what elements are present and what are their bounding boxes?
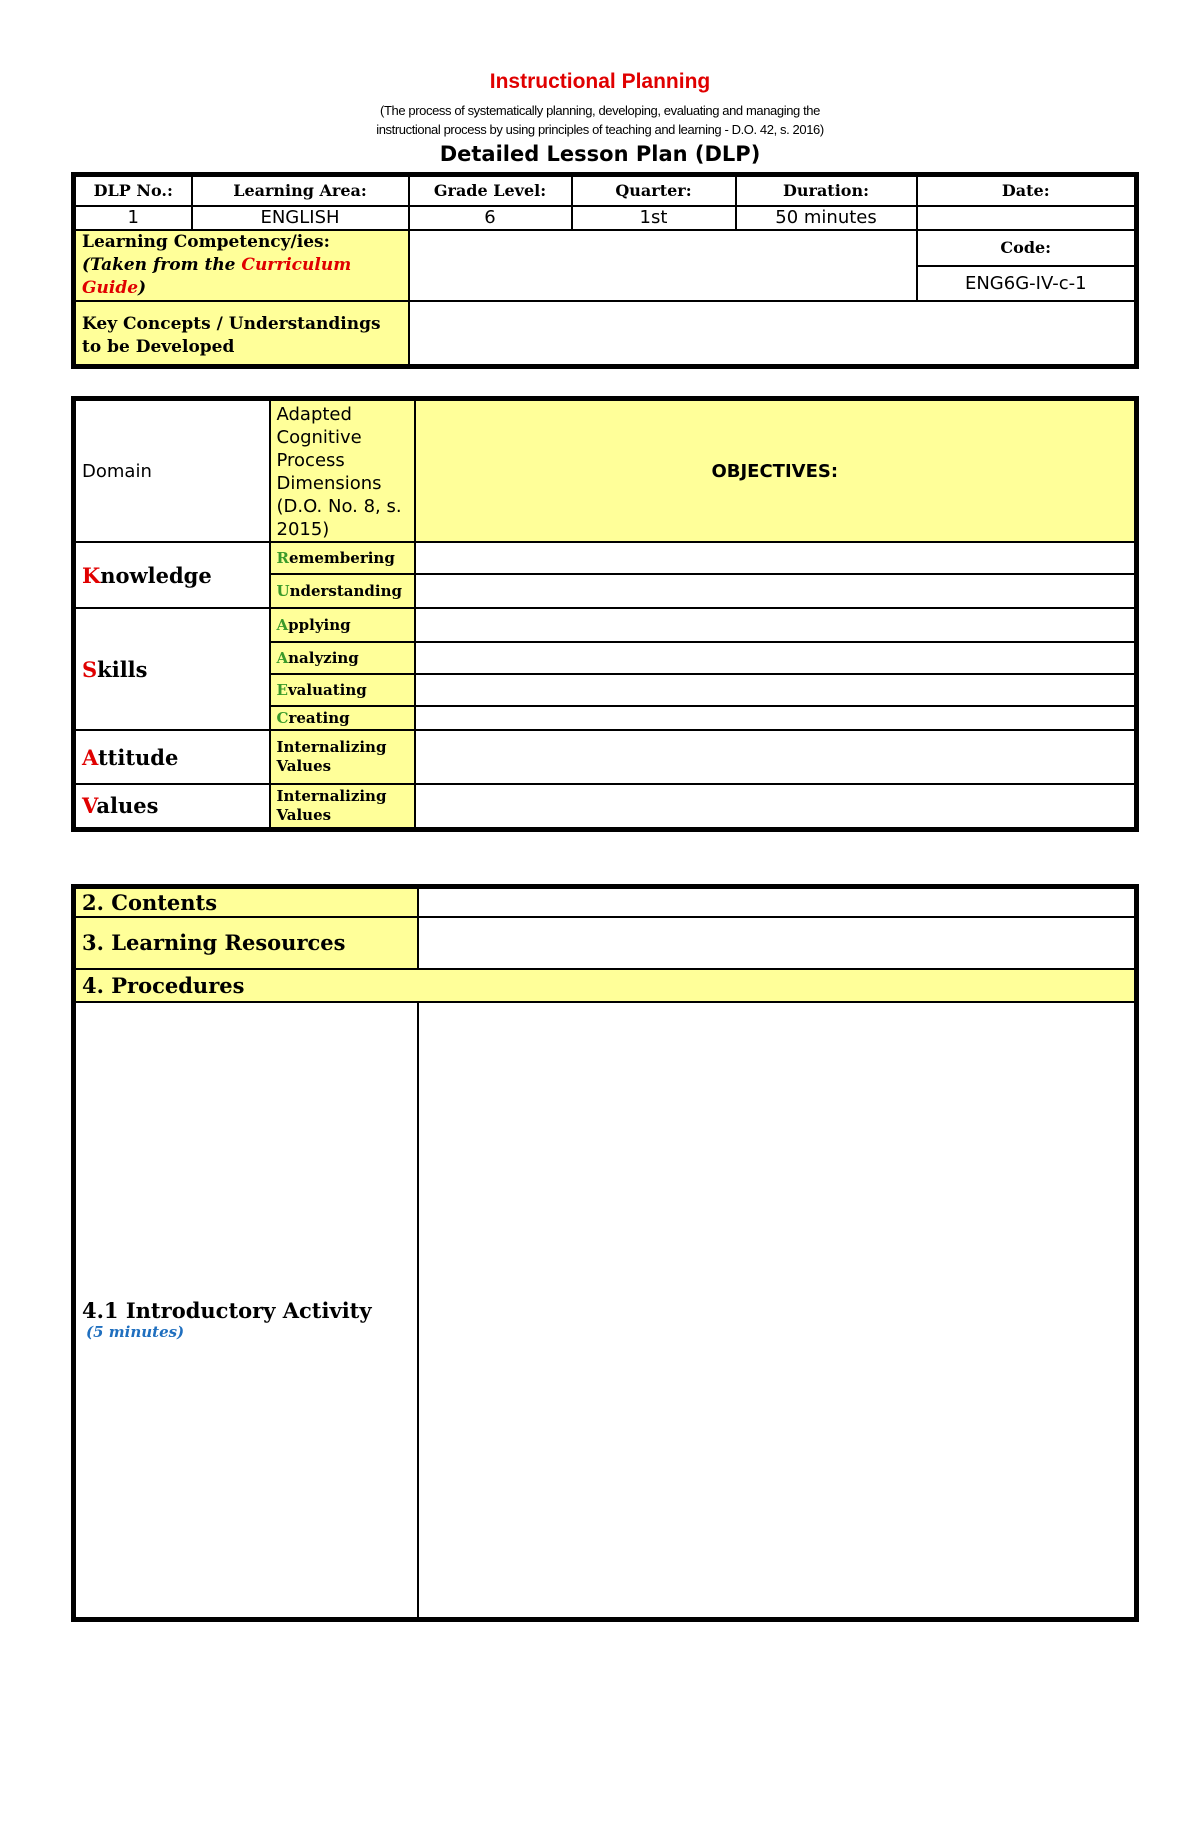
dimensions-header: Adapted Cognitive Process Dimensions (D.O. No. 8, s. 2015) [270,399,415,543]
procedures-label: 4. Procedures [74,969,1137,1002]
introductory-activity-time: (5 minutes) [86,1323,185,1342]
applying-dimension: Applying [270,608,415,642]
learning-competency-value [409,230,917,301]
quarter-header: Quarter: [572,175,736,206]
code-value: ENG6G-IV-c-1 [917,266,1137,301]
knowledge-domain: Knowledge [74,542,270,608]
curriculum-guide-note: (Taken from the Curriculum Guide) [82,254,352,298]
quarter-value: 1st [572,206,736,230]
learning-competency-label: Learning Competency/ies: [82,231,330,252]
lesson-info-table [71,172,1139,369]
applying-objective [415,608,1137,642]
duration-header: Duration: [736,175,917,206]
values-domain: Values [74,784,270,829]
contents-value [418,887,1137,917]
values-objective [415,784,1137,829]
grade-level-value: 6 [409,206,572,230]
document-title: Detailed Lesson Plan (DLP) [439,142,761,166]
code-label: Code: [917,230,1137,266]
analyzing-objective [415,642,1137,674]
attitude-objective [415,730,1137,784]
objectives-table [71,396,1139,832]
skills-domain: Skills [74,608,270,730]
page-subtitle-line1: (The process of systematically planning, developing, evaluating and managing the [380,103,820,118]
evaluating-objective [415,674,1137,706]
key-concepts-label: Key Concepts / Understandings to be Developed [74,301,409,367]
dlp-no-header: DLP No.: [74,175,192,206]
objectives-header: OBJECTIVES: [415,399,1137,543]
introductory-activity-cell [74,1002,418,1620]
learning-area-header: Learning Area: [192,175,409,206]
understanding-dimension: Understanding [270,574,415,608]
introductory-activity-content [418,1002,1137,1620]
page-subtitle-line2: instructional process by using principles of teaching and learning - D.O. 42, s. 2016) [376,122,824,137]
date-value [917,206,1137,230]
learning-resources-value [418,917,1137,969]
grade-level-header: Grade Level: [409,175,572,206]
internalizing-values-values: Internalizing Values [270,784,415,829]
page-heading: Instructional Planning [489,70,711,93]
contents-label: 2. Contents [74,887,418,917]
remembering-objective [415,542,1137,574]
creating-dimension: Creating [270,706,415,730]
introductory-activity-label: 4.1 Introductory Activity [82,1298,372,1324]
creating-objective [415,706,1137,730]
learning-area-value: ENGLISH [192,206,409,230]
internalizing-values-attitude: Internalizing Values [270,730,415,784]
learning-competency-label-cell [74,230,409,301]
analyzing-dimension: Analyzing [270,642,415,674]
understanding-objective [415,574,1137,608]
duration-value: 50 minutes [736,206,917,230]
procedures-table [71,884,1139,1622]
domain-header: Domain [74,399,270,543]
attitude-domain: Attitude [74,730,270,784]
evaluating-dimension: Evaluating [270,674,415,706]
learning-resources-label: 3. Learning Resources [74,917,418,969]
remembering-dimension: Remembering [270,542,415,574]
date-header: Date: [917,175,1137,206]
dlp-no-value: 1 [74,206,192,230]
key-concepts-value [409,301,1137,367]
